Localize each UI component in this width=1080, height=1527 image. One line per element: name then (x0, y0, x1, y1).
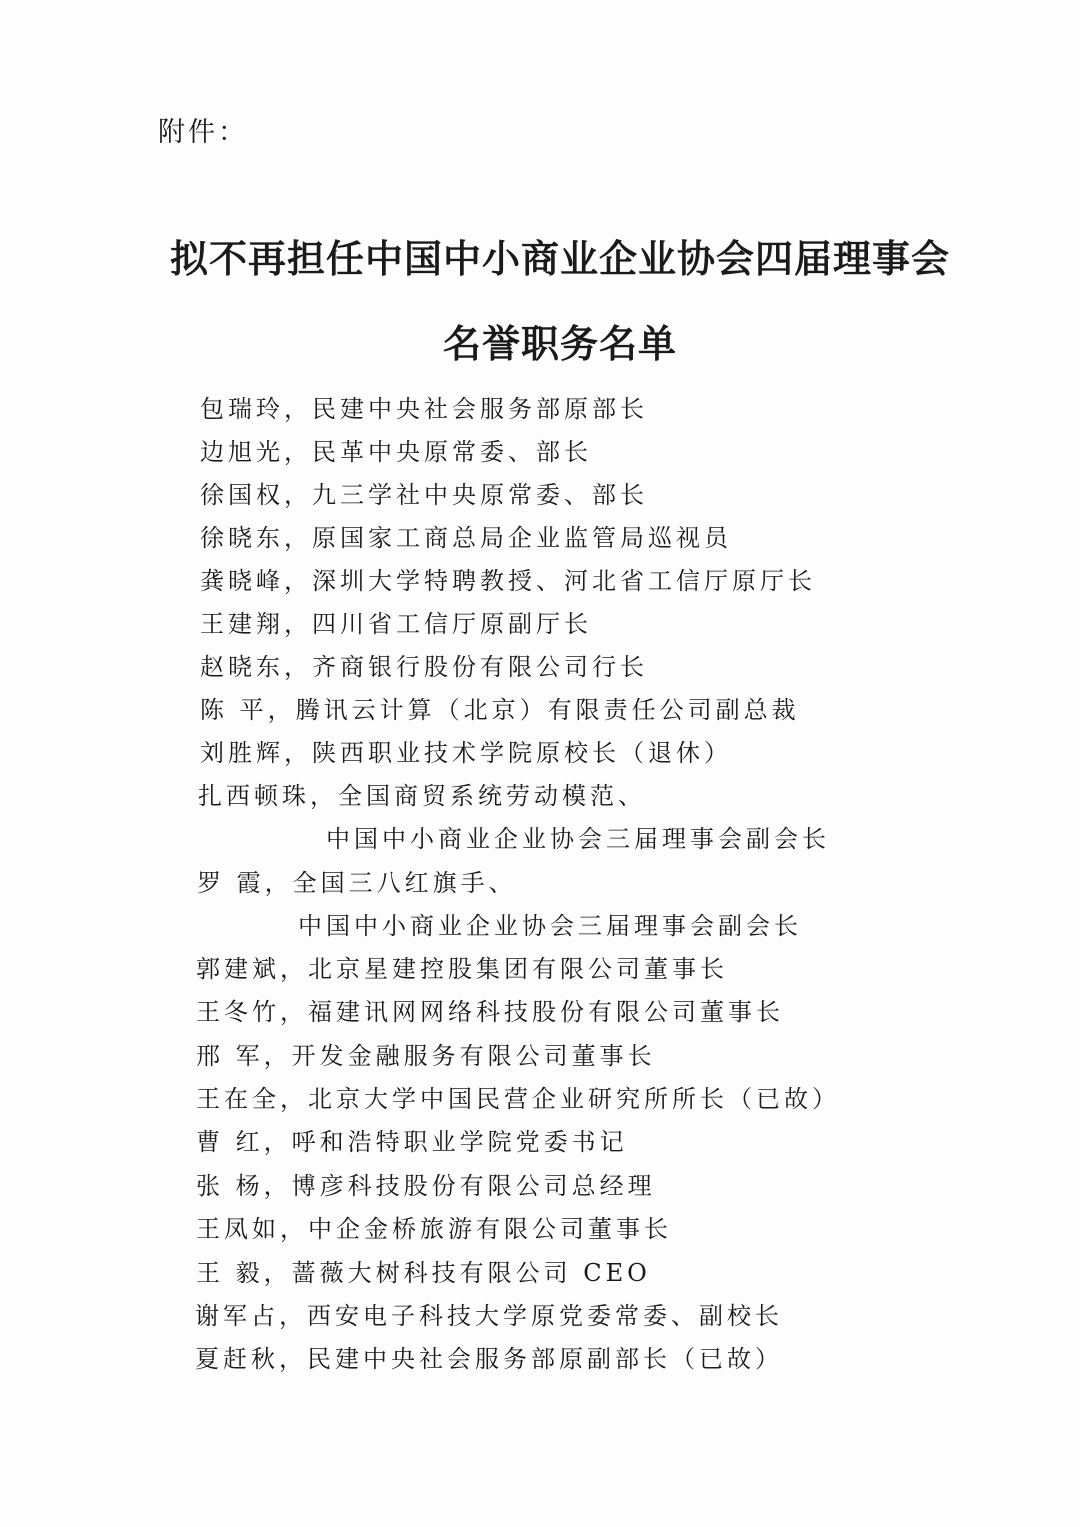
list-item: 陈 平，腾讯云计算（北京）有限责任公司副总裁 (200, 696, 800, 724)
list-item-continuation: 中国中小商业企业协会三届理事会副会长 (298, 912, 802, 940)
list-item: 徐国权，九三学社中央原常委、部长 (200, 481, 648, 509)
list-item: 龚晓峰，深圳大学特聘教授、河北省工信厅原厅长 (200, 567, 816, 595)
list-item: 曹 红，呼和浩特职业学院党委书记 (196, 1128, 628, 1156)
list-item: 郭建斌，北京星建控股集团有限公司董事长 (196, 955, 728, 983)
list-item: 包瑞玲，民建中央社会服务部原部长 (200, 395, 648, 423)
list-item: 刘胜辉，陕西职业技术学院原校长（退休） (200, 739, 732, 767)
list-item: 赵晓东，齐商银行股份有限公司行长 (200, 653, 648, 681)
list-item: 张 杨，博彦科技股份有限公司总经理 (196, 1172, 656, 1200)
list-item-continuation: 中国中小商业企业协会三届理事会副会长 (326, 825, 830, 853)
list-item: 王建翔，四川省工信厅原副厅长 (200, 610, 592, 638)
list-item: 夏赶秋，民建中央社会服务部原副部长（已故） (195, 1345, 783, 1373)
list-item: 罗 霞，全国三八红旗手、 (197, 869, 517, 897)
list-item: 王在全，北京大学中国民营企业研究所所长（已故） (196, 1085, 840, 1113)
list-item: 徐晓东，原国家工商总局企业监管局巡视员 (200, 524, 732, 552)
list-item: 扎西顿珠，全国商贸系统劳动模范、 (198, 782, 646, 810)
attachment-label: 附件： (158, 117, 248, 148)
list-item: 邢 军，开发金融服务有限公司董事长 (196, 1042, 656, 1070)
list-item: 王冬竹，福建讯网网络科技股份有限公司董事长 (196, 998, 784, 1026)
document-title-line-1: 拟不再担任中国中小商业企业协会四届理事会 (169, 237, 950, 281)
list-item: 谢军占，西安电子科技大学原党委常委、副校长 (195, 1302, 783, 1330)
document-title-line-2: 名誉职务名单 (442, 322, 677, 366)
list-item: 王凤如，中企金桥旅游有限公司董事长 (196, 1215, 672, 1243)
list-item: 王 毅，蔷薇大树科技有限公司 CEO (196, 1259, 651, 1287)
list-item: 边旭光，民革中央原常委、部长 (200, 438, 592, 466)
